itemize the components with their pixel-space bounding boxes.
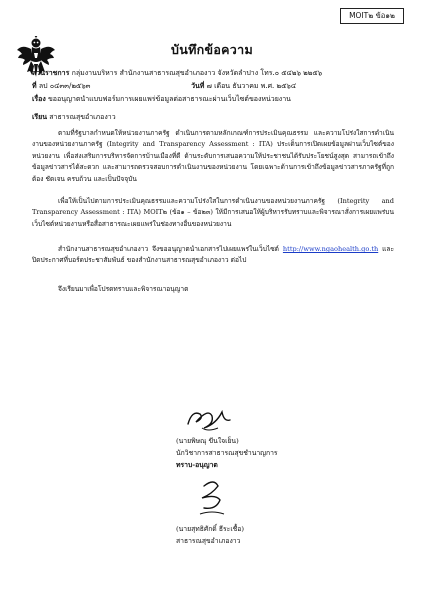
signature-1-image — [182, 402, 236, 436]
date-label: วันที่ — [191, 81, 205, 90]
agency-value: กลุ่มงานบริหาร สำนักงานสาธารณสุขอำเภองาว จังหวัดลำปาง โทร.๐ ๕๔๒๖ ๒๒๕๖ — [71, 69, 323, 77]
agency-line — [32, 68, 322, 78]
subject-label: เรื่อง — [32, 94, 46, 103]
ref-label: ที่ — [32, 81, 37, 90]
date-value: ๗ เดือน ธันวาคม พ.ศ. ๒๕๖๔ — [206, 82, 297, 90]
signer-1-name: (นายพิษณุ ขีนใจเย็น) — [176, 437, 239, 445]
agency-label: ส่วนราชการ — [32, 68, 70, 77]
paragraph-1: ตามที่รัฐบาลกำหนดให้หน่วยงานภาครัฐ ดำเนินการตามหลักเกณฑ์การประเมินคุณธรรม และความโปร่งใสการดำเนินงานของหน่วยงานภาครัฐ (Integrity and Transparency Assessment : ITA) ประเด็นการเปิดเผยข้อมูลผ่านเว็บไซต์ของหน่วยงาน เพื่อส่งเสริมการบริหารจัดการบ้านเมืองที่ดี ด้านระดับการเสนอความให้ประชาชนได้รับประโยชน์สูงสุด สามารถเข้าถึงข้อมูลข่าวสารได้สะดวก และสามารถตรวจสอบการดำเนินงานของหน่วยงาน โดยเฉพาะด้านการเข้าถึงข้อมูลข่าวสารภาครัฐที่ถูกต้อง ชัดเจน ครบถ้วน และเป็นปัจจุบัน — [32, 129, 394, 183]
paragraph-3-pre: สำนักงานสาธารณสุขอำเภองาว จึงขออนุญาตนำเอกสารไปเผยแพร่ในเว็บไซต์ — [58, 245, 283, 253]
paragraph-3-post: และปิดประกาศที่บอร์ดประชาสัมพันธ์ ของสำนักงานสาธารณสุขอำเภองาว ต่อไป — [32, 245, 394, 265]
signer-1-action: ทราบ-อนุญาต — [176, 461, 218, 469]
website-link[interactable]: http://www.ngaohealth.go.th — [282, 245, 379, 253]
salutation-line — [32, 112, 116, 122]
paragraph-2: เพื่อให้เป็นไปตามการประเมินคุณธรรมและความโปร่งใสในการดำเนินงานของหน่วยงานภาครัฐ (Integrity and Transparency Assessment : ITA) MOIT๒ (ข้อ๑ – ข้อ๒๓) ให้มีการเสนอให้ผู้บริหารรับทราบและพิจารณาสั่งการเผยแพร่บนเว็บไซต์หน่วยงานหรือสื่อสาธารณะเผยแพร่ในช่องทางอื่นของหน่วยงาน — [32, 197, 394, 228]
signer-2-name: (นายสุทธิศักดิ์ ธีระเชื้อ) — [176, 525, 244, 533]
document-title: บันทึกข้อความ — [171, 42, 253, 57]
ref-value: ลป ๐๔๓๓/๒๕๖๓ — [38, 82, 91, 90]
subject-value: ขออนุญาตนำแบบฟอร์มการเผยแพร่ข้อมูลต่อสาธารณะผ่านเว็บไซต์ของหน่วยงาน — [48, 95, 291, 103]
salutation-label: เรียน — [32, 112, 48, 121]
ref-date-line — [32, 81, 296, 91]
signature-2-image — [194, 476, 228, 520]
signer-2-position: สาธารณสุขอำเภองาว — [176, 537, 241, 545]
subject-line — [32, 94, 291, 104]
paragraph-4: จึงเรียนมาเพื่อโปรดทราบและพิจารณาอนุญาต — [58, 285, 189, 293]
salutation-value: สาธารณสุขอำเภองาว — [49, 113, 116, 121]
signer-1-position: นักวิชาการสาธารณสุขชำนาญการ — [176, 449, 278, 457]
paragraph-3 — [32, 244, 394, 267]
reference-box: MOIT๒ ข้อ๑๒ — [340, 8, 404, 24]
